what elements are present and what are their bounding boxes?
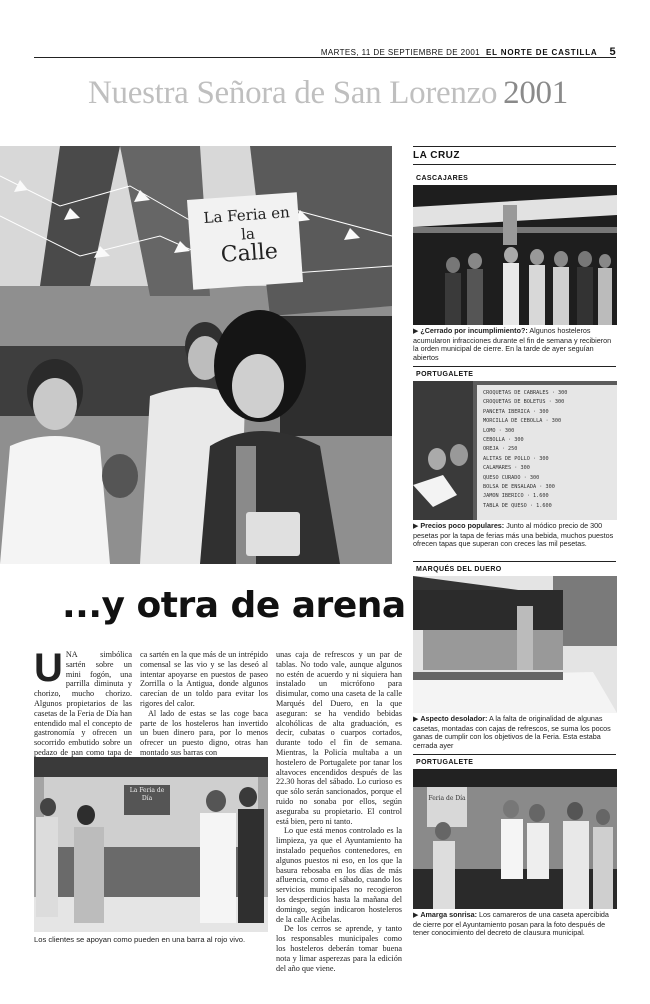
rail-caption-3-lead: Aspecto desolador: bbox=[420, 714, 488, 723]
rail-photo-4 bbox=[413, 769, 617, 909]
bottom-photo-caption: Los clientes se apoyan como pueden en una barra al rojo vivo. bbox=[34, 935, 246, 944]
rail-location-2: PORTUGALETE bbox=[416, 371, 474, 378]
column-1-text: NA simbólica sartén sobre un mini fogón, una parrilla diminuta y chorizo, mucho chorizo. Algunos propietarios de las casetas de la Feria de Día han entendido mal el concepto de gastronomía y ofrecen un socorrido embutido sobre un pedazo de pan como tapa de bbox=[34, 650, 132, 757]
page-number: 5 bbox=[609, 46, 616, 58]
feria-banner bbox=[198, 203, 298, 267]
bottom-photo bbox=[34, 757, 268, 932]
column-3-paragraph-3: De los cerros se aprende, y tanto los responsables municipales como los hosteleros deberán tomar buena nota y limar asperezas para la edición del año que viene. bbox=[276, 924, 402, 973]
menu-line: BOLSA DE ENSALADA · 300 bbox=[483, 484, 555, 491]
menu-line: CALAMARES · 300 bbox=[483, 465, 530, 472]
menu-line: TABLA DE QUESO · 1.600 bbox=[483, 502, 552, 509]
menu-line: CEBOLLA · 300 bbox=[483, 437, 524, 444]
article-column-3 bbox=[276, 650, 402, 973]
section-title bbox=[88, 75, 568, 112]
rail-photo-4-sign: Feria de Día bbox=[428, 795, 466, 802]
menu-line: ALITAS DE POLLO · 300 bbox=[483, 455, 549, 462]
rail-rule-2 bbox=[413, 366, 616, 367]
rail-title: LA CRUZ bbox=[413, 150, 461, 161]
menu-line: CROQUETAS DE BOLETUS · 300 bbox=[483, 399, 565, 406]
menu-line: MORCILLA DE CEBOLLA · 300 bbox=[483, 418, 562, 425]
banner-line-2: Calle bbox=[219, 238, 279, 268]
main-photo bbox=[0, 146, 392, 564]
rail-caption-2-text: Junto al módico precio de 300 pesetas por la tapa de ferias más una bebida, muchos puestos ofrecen tapas que superan con creces las mil pesetas. bbox=[413, 521, 614, 549]
column-3-paragraph-2: Lo que está menos controlado es la limpieza, ya que el Ayuntamiento ha instalado pequeños contenedores, en algunos puestos ni eso, en los que la basura rebosaba en los días de más afluencia, como el sábado, cuando los servicios municipales no recogieron los desperdicios hasta la mañana del domingo, según indicaron hosteleros de la calle Acibelas. bbox=[276, 826, 402, 924]
rail-location-4: PORTUGALETE bbox=[416, 759, 474, 766]
column-2-paragraph-2: Al lado de estas se las coge baca parte de los hosteleros han invertido un buen dinero para, por lo menos ofrecer un puesto digno, otras han montado sus barras con bbox=[140, 708, 268, 757]
header-rule bbox=[34, 57, 616, 58]
caption-bullet-icon: ▶ bbox=[413, 716, 421, 723]
rail-caption-2 bbox=[413, 522, 617, 549]
menu-line: JAMON IBERICO · 1.600 bbox=[483, 493, 549, 500]
menu-line: QUESO CURADO · 300 bbox=[483, 474, 540, 481]
rail-caption-2-lead: Precios poco populares: bbox=[420, 521, 505, 530]
dropcap: U bbox=[34, 646, 63, 690]
rail-photo-2 bbox=[413, 381, 617, 520]
rail-caption-4-text: Los camareros de una caseta apercibida de cierre por el Ayuntamiento posan para la foto después de tener conocimiento del decreto de clausura municipal. bbox=[413, 910, 609, 938]
rail-caption-1 bbox=[413, 327, 617, 362]
column-2-paragraph-1: ca sartén en la que más de un intrépido comensal se las vio y se las deseó al intentar apoyarse en puestos de paseo Zorrilla o la Antigua, donde algunos carecían de un toldo para evitar los rigores del calor. bbox=[140, 650, 268, 708]
header-newspaper: EL NORTE DE CASTILLA bbox=[486, 48, 598, 57]
article-headline: ...y otra de arena bbox=[62, 585, 406, 626]
rail-caption-1-lead: ¿Cerrado por incumplimiento?: bbox=[420, 326, 528, 335]
rail-photo-3 bbox=[413, 576, 617, 713]
rail-rule-3 bbox=[413, 561, 616, 562]
caption-bullet-icon: ▶ bbox=[413, 523, 421, 530]
banner-line-1: La Feria en la bbox=[202, 203, 291, 244]
article-column-1 bbox=[34, 646, 132, 757]
bottom-photo-sign: La Feria de Día bbox=[129, 787, 165, 802]
section-year: 2001 bbox=[503, 75, 568, 111]
rail-caption-1-text: Algunos hosteleros acumularon infracciones durante el fin de semana y recibieron la orden municipal de cierre. En la tarde de ayer seguían abiertos bbox=[413, 326, 612, 362]
menu-line: LOMO · 300 bbox=[483, 427, 515, 434]
column-3-paragraph-1: unas caja de refrescos y un par de tablas. No todo vale, aunque algunos no estén de acuerdo y ni siquiera han instalado un micrófono para disimular, como una caseta de la calle Marqués del Duero, en la que aseguran: se ha vendido bebidas alcohólicas de alta graduación, es decir, cubatas o cuarpos cortados, durante todo el fin de semana. Mientras, la Policía multaba a un hostelero de Portugalete por tanar los altavoces encendidos después de las 22.30 horas del sábado. Lo curioso es que sólo serán sancionados, porque el ruido no sonaba por ellos, según aseguraba su propietario. El control está bien, pero ni tanto. bbox=[276, 650, 402, 826]
rail-photo-1 bbox=[413, 185, 617, 325]
price-menu-board bbox=[483, 389, 615, 511]
menu-line: OREJA · 250 bbox=[483, 446, 518, 453]
rail-location-3: MARQUÉS DEL DUERO bbox=[416, 566, 502, 573]
header-date: MARTES, 11 DE SEPTIEMBRE DE 2001 bbox=[320, 48, 481, 57]
rail-top-rule bbox=[413, 146, 616, 147]
rail-title-rule bbox=[413, 164, 616, 165]
rail-caption-4 bbox=[413, 911, 617, 938]
rail-caption-4-lead: Amarga sonrisa: bbox=[420, 910, 478, 919]
rail-location-1: CASCAJARES bbox=[416, 175, 469, 182]
menu-line: PANCETA IBERICA · 300 bbox=[483, 408, 549, 415]
article-column-2 bbox=[140, 650, 268, 757]
rail-rule-4 bbox=[413, 754, 616, 755]
rail-caption-3-text: A la falta de originalidad de algunas casetas, montadas con cajas de refrescos, se suma los pocos ganas de cumplir con los objetivos de la Feria. Esta estaba cerrada ayer bbox=[413, 714, 611, 750]
rail-caption-3 bbox=[413, 715, 617, 750]
section-title-text: Nuestra Señora de San Lorenzo bbox=[88, 75, 498, 111]
caption-bullet-icon: ▶ bbox=[413, 912, 421, 919]
menu-line: CROQUETAS DE CABRALES · 300 bbox=[483, 390, 568, 396]
caption-bullet-icon: ▶ bbox=[413, 328, 421, 335]
